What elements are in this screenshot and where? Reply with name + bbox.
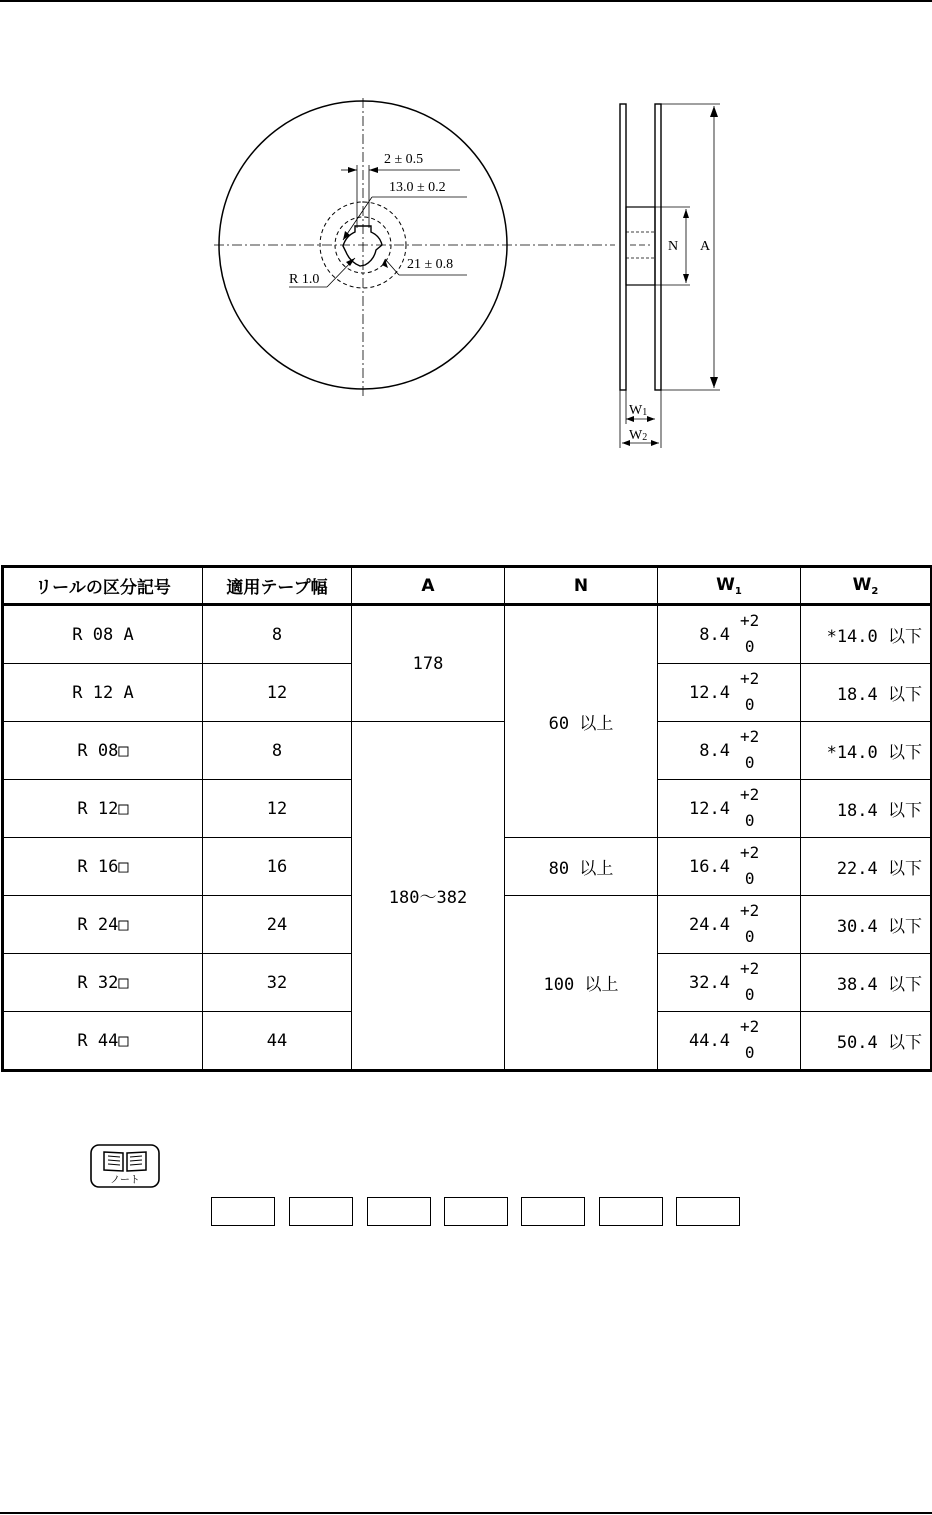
w1-cell: 12.4 +2 0 (658, 780, 801, 838)
w1-cell: 24.4 +2 0 (658, 896, 801, 954)
tape-cell: 8 (203, 722, 352, 780)
label-n: N (668, 239, 679, 254)
code-cell: R 12□ (3, 780, 203, 838)
side-hub (626, 207, 655, 285)
blank-box (289, 1197, 353, 1226)
w2-cell: 22.4 以下 (801, 838, 932, 896)
header-n: N (505, 567, 658, 605)
header-tape-width: 適用テープ幅 (203, 567, 352, 605)
code-cell: R 32□ (3, 954, 203, 1012)
dim-radius: R 1.0 (289, 272, 320, 287)
label-w2: W2 (629, 428, 648, 443)
tape-cell: 12 (203, 780, 352, 838)
w2-cell: 18.4 以下 (801, 664, 932, 722)
blank-box (599, 1197, 663, 1226)
header-a: A (352, 567, 505, 605)
blank-box (676, 1197, 740, 1226)
tape-cell: 44 (203, 1012, 352, 1071)
bottom-rule (0, 1512, 932, 1514)
w2-cell: 30.4 以下 (801, 896, 932, 954)
code-cell: R 24□ (3, 896, 203, 954)
blank-box (367, 1197, 431, 1226)
table-row (3, 605, 932, 664)
w2-cell: 18.4 以下 (801, 780, 932, 838)
w1-cell: 8.4 +2 0 (658, 605, 801, 664)
tape-cell: 12 (203, 664, 352, 722)
w1-cell: 12.4 +2 0 (658, 664, 801, 722)
svg-text:ノート: ノート (110, 1175, 140, 1186)
header-code: リールの区分記号 (3, 567, 203, 605)
code-cell: R 12 A (3, 664, 203, 722)
w1-cell: 32.4 +2 0 (658, 954, 801, 1012)
label-w1: W1 (629, 403, 648, 418)
reel-spec-table (1, 565, 932, 1072)
blank-box (211, 1197, 275, 1226)
side-flange-left (620, 104, 626, 390)
tape-cell: 8 (203, 605, 352, 664)
w1-cell: 8.4 +2 0 (658, 722, 801, 780)
code-cell: R 44□ (3, 1012, 203, 1071)
n-cell: 80 以上 (505, 838, 658, 896)
dim-hub-outer: 21 ± 0.8 (407, 257, 454, 272)
dim-slot-width: 2 ± 0.5 (384, 152, 424, 167)
blank-box (444, 1197, 508, 1226)
reel-drawing (0, 80, 932, 460)
code-cell: R 08□ (3, 722, 203, 780)
header-w1: $W_1$ (658, 567, 801, 605)
tape-cell: 32 (203, 954, 352, 1012)
header-w2: $W_2$ (801, 567, 932, 605)
code-cell: R 08 A (3, 605, 203, 664)
tape-cell: 24 (203, 896, 352, 954)
n-cell: 100 以上 (505, 896, 658, 1071)
a-cell: 180～382 (352, 722, 505, 1071)
n-cell: 60 以上 (505, 605, 658, 838)
table-row (3, 722, 932, 780)
tape-cell: 16 (203, 838, 352, 896)
label-a: A (700, 239, 711, 254)
table-header-row (3, 567, 932, 605)
w2-cell: 50.4 以下 (801, 1012, 932, 1071)
dim-hub-inner: 13.0 ± 0.2 (389, 180, 446, 195)
w1-cell: 16.4 +2 0 (658, 838, 801, 896)
a-cell: 178 (352, 605, 505, 722)
w2-cell: *14.0 以下 (801, 605, 932, 664)
top-rule (0, 0, 932, 2)
blank-box (521, 1197, 585, 1226)
w2-cell: 38.4 以下 (801, 954, 932, 1012)
code-cell: R 16□ (3, 838, 203, 896)
w2-cell: *14.0 以下 (801, 722, 932, 780)
note-book-icon (90, 1144, 160, 1188)
side-flange-right (655, 104, 661, 390)
w1-cell: 44.4 +2 0 (658, 1012, 801, 1071)
